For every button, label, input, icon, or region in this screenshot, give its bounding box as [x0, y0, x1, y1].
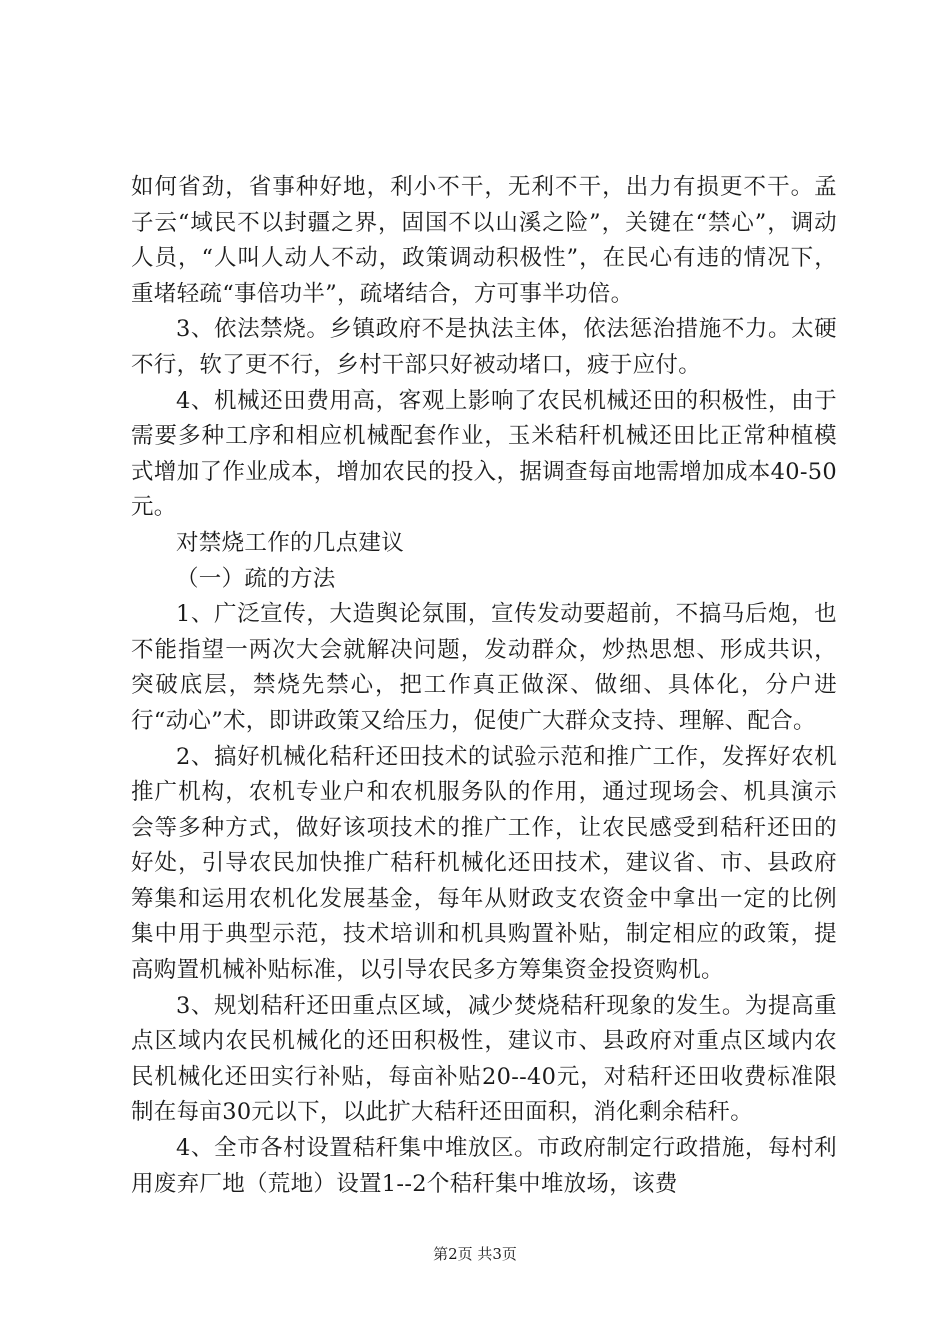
paragraph-continuation: 如何省劲，省事种好地，利小不干，无利不干，出力有损更不干。孟子云“域民不以封疆之界，固国不以山溪之险”，关键在“禁心”，调动人员，“人叫人动人不动，政策调动积极性”，在民心有违的情况下，重堵轻疏“事倍功半”，疏堵结合，方可事半功倍。 [131, 174, 837, 307]
paragraph-suggestion-1: 1、广泛宣传，大造舆论氛围，宣传发动要超前，不搞马后炮，也不能指望一两次大会就解决问题，发动群众，炒热思想、形成共识，突破底层，禁烧先禁心，把工作真正做深、做细、具体化，分户进行“动心”术，即讲政策又给压力，促使广大群众支持、理解、配合。 [131, 601, 837, 734]
paragraph-suggestion-3: 3、规划秸秆还田重点区域，减少焚烧秸秆现象的发生。为提高重点区域内农民机械化的还田积极性，建议市、县政府对重点区域内农民机械化还田实行补贴，每亩补贴20--40元，对秸秆还田收费标准限制在每亩30元以下，以此扩大秸秆还田面积，消化剩余秸秆。 [131, 992, 837, 1126]
document-body [131, 170, 837, 1202]
page-footer: 第2页 共3页 [433, 1245, 517, 1263]
paragraph-item-4: 4、机械还田费用高，客观上影响了农民机械还田的积极性，由于需要多种工序和相应机械配套作业，玉米秸秆机械还田比正常种植模式增加了作业成本，增加农民的投入，据调查每亩地需增加成本40-50元。 [131, 387, 837, 521]
paragraph-suggestion-4: 4、全市各村设置秸秆集中堆放区。市政府制定行政措施，每村利用废弃厂地（荒地）设置1--2个秸秆集中堆放场，该费 [131, 1135, 837, 1197]
paragraph-item-3: 3、依法禁烧。乡镇政府不是执法主体，依法惩治措施不力。太硬不行，软了更不行，乡村干部只好被动堵口，疲于应付。 [131, 316, 837, 378]
subsection-heading: （一）疏的方法 [176, 565, 336, 592]
section-heading: 对禁烧工作的几点建议 [176, 529, 405, 556]
paragraph-suggestion-2: 2、搞好机械化秸秆还田技术的试验示范和推广工作，发挥好农机推广机构，农机专业户和农机服务队的作用，通过现场会、机具演示会等多种方式，做好该项技术的推广工作，让农民感受到秸秆还田的好处，引导农民加快推广秸秆机械化还田技术，建议省、市、县政府筹集和运用农机化发展基金，每年从财政支农资金中拿出一定的比例集中用于典型示范，技术培训和机具购置补贴，制定相应的政策，提高购置机械补贴标准，以引导农民多方筹集资金投资购机。 [131, 743, 837, 984]
